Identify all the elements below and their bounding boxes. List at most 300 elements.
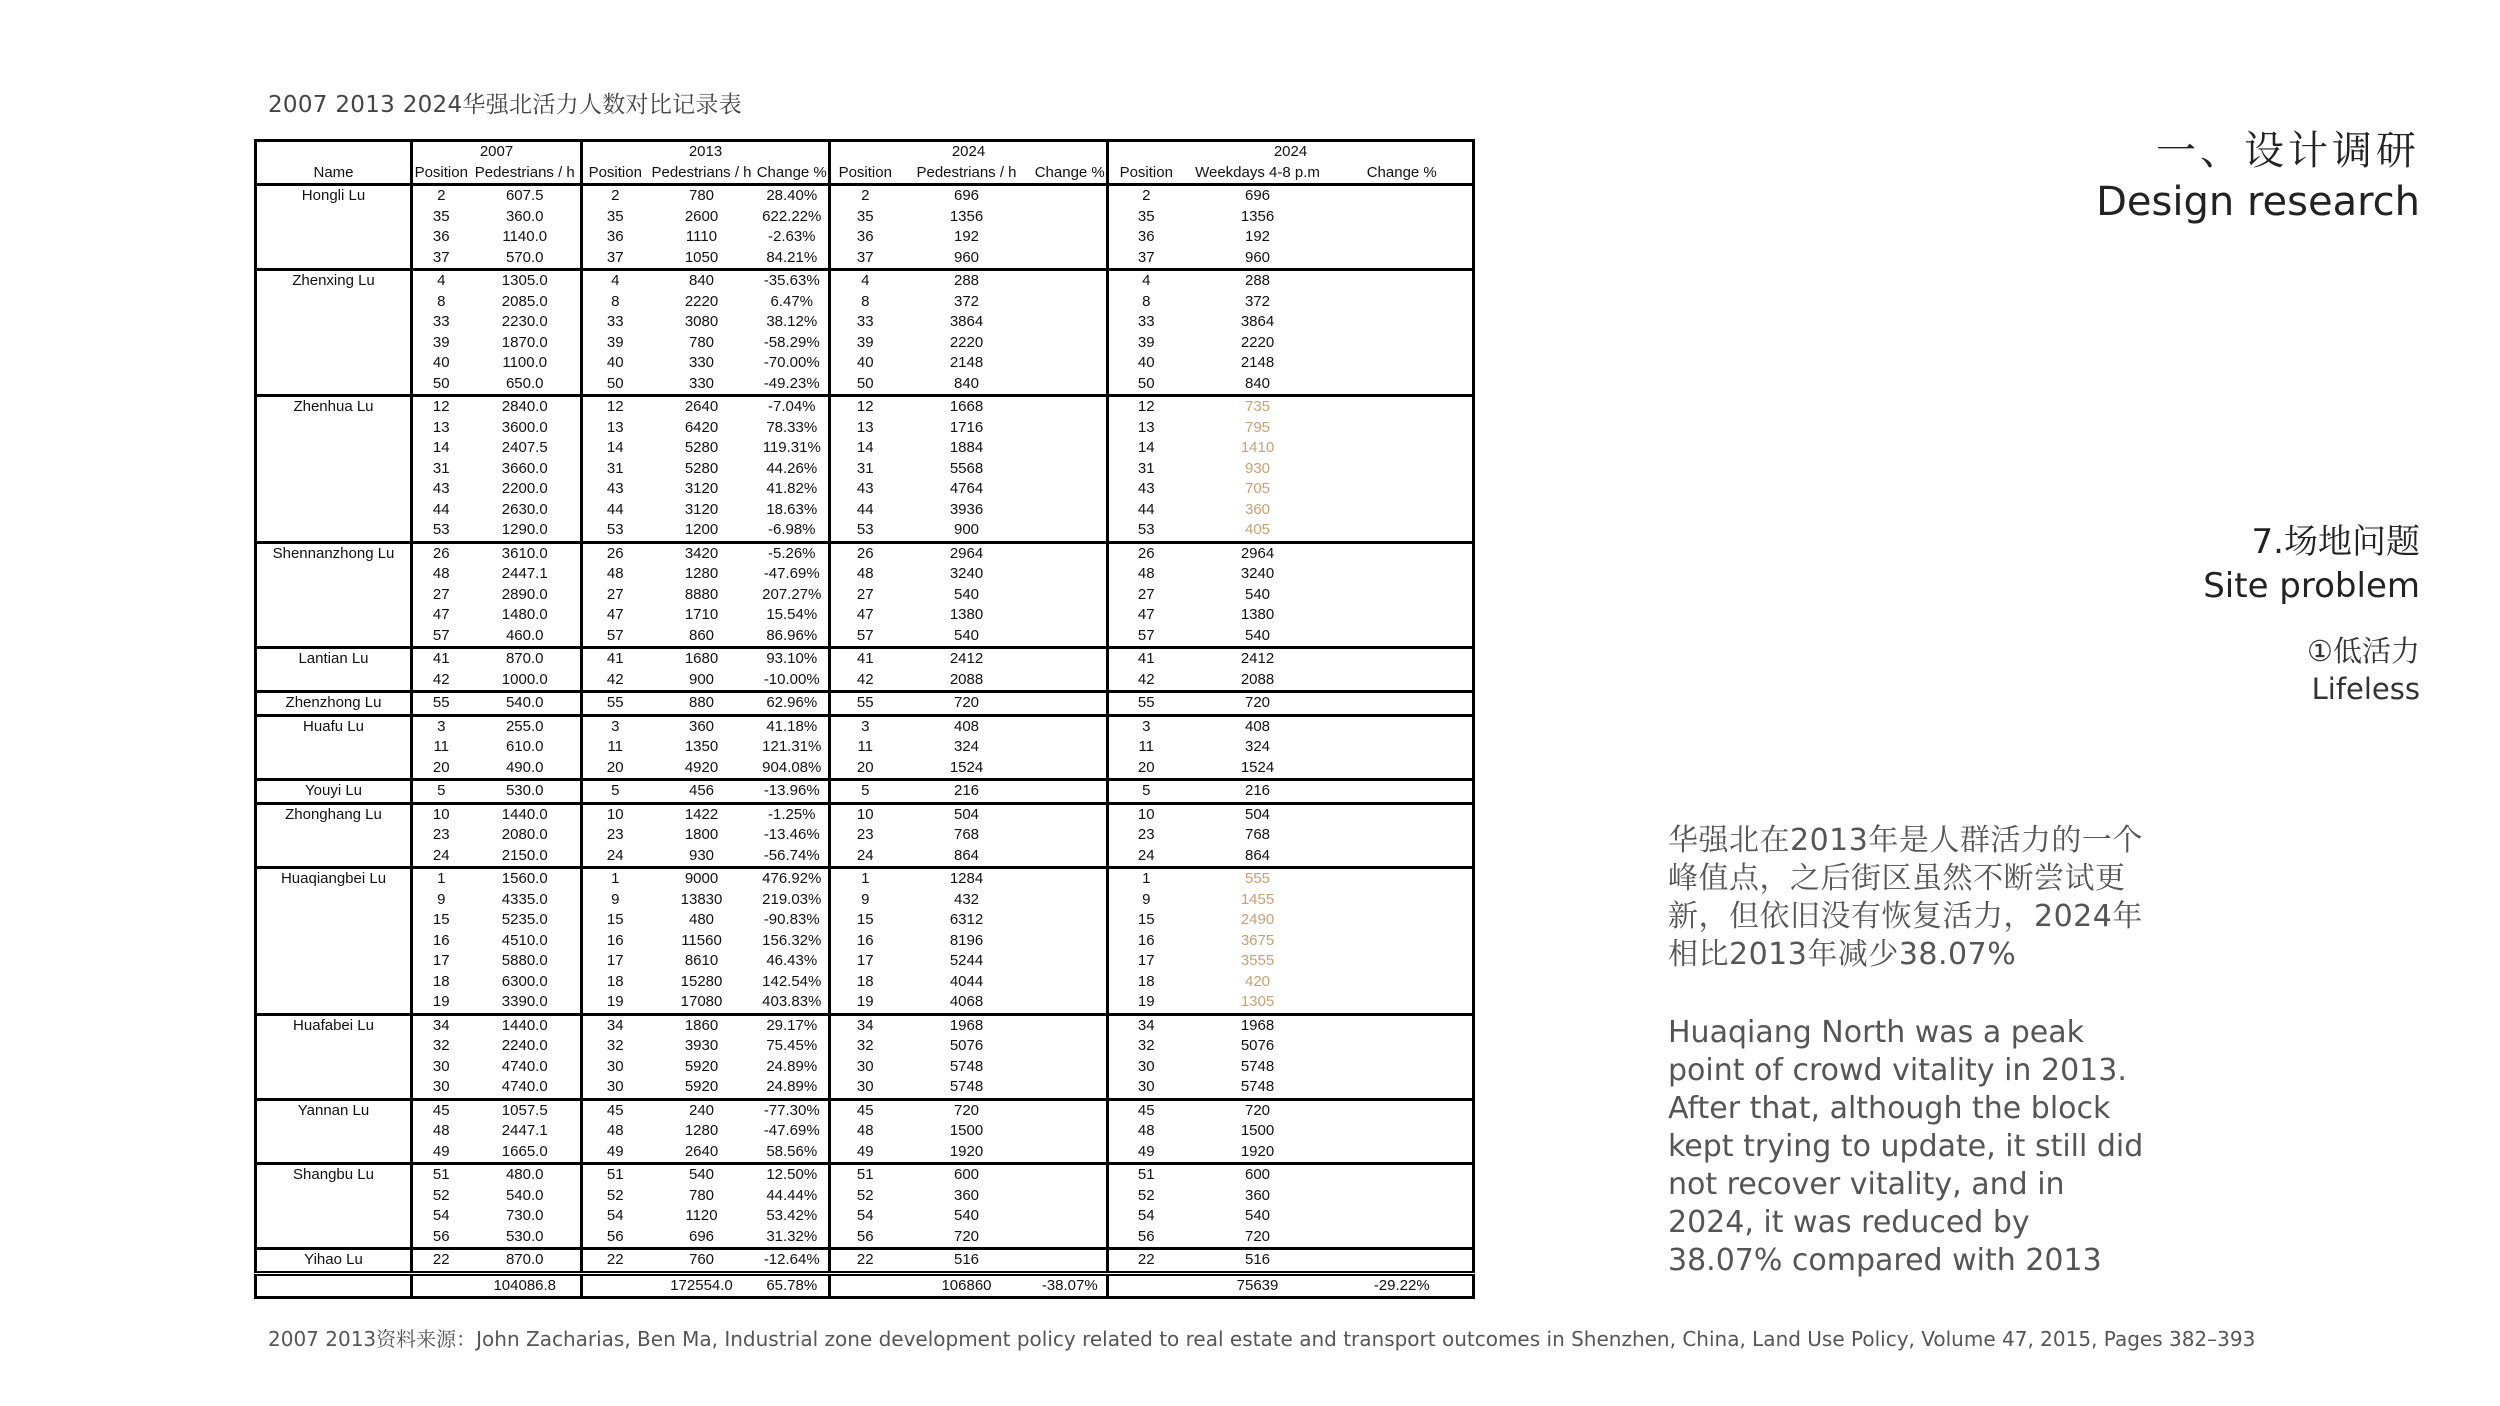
position-2013-cell: 22 [582, 1249, 648, 1274]
header-spacer [256, 141, 412, 163]
position-2024-weekday-cell: 43 [1108, 479, 1184, 500]
change-2024-cell [1034, 353, 1108, 374]
position-2024-weekday-cell: 24 [1108, 846, 1184, 868]
change-2024-cell [1034, 312, 1108, 333]
pedestrians-2024-cell: 720 [900, 692, 1034, 716]
pedestrians-2007-cell: 530.0 [470, 780, 582, 804]
table-row [256, 737, 1474, 758]
position-2013-cell: 10 [582, 803, 648, 825]
pedestrians-2007-cell: 490.0 [505, 758, 544, 776]
change-2024-cell [1034, 1164, 1108, 1186]
position-2024-cell: 49 [830, 1142, 900, 1164]
position-2013-cell: 26 [582, 542, 648, 564]
pedestrians-2007-cell: 610.0 [505, 738, 544, 756]
position-2024-cell: 17 [830, 951, 900, 972]
pedestrians-2024-cell: 1284 [900, 868, 1034, 890]
table-title: 2007 2013 2024华强北活力人数对比记录表 [268, 92, 743, 118]
position-2007-cell: 5 [412, 780, 470, 804]
table-row [256, 910, 1474, 931]
pedestrians-2024-cell: 600 [900, 1164, 1034, 1186]
table-row [256, 520, 1474, 542]
pedestrians-2007-cell: 2150.0 [501, 846, 548, 864]
position-2024-cell: 44 [830, 500, 900, 521]
pedestrians-2013-cell: 2640 [648, 396, 756, 418]
change-2024-cell [1034, 185, 1108, 207]
pedestrians-2013-cell: 456 [648, 780, 756, 804]
table-row [256, 825, 1474, 846]
weekday-2024-cell: 960 [1244, 248, 1271, 266]
pedestrians-2013-cell: 15280 [680, 972, 723, 990]
change-2013-cell: 15.54% [766, 606, 818, 624]
table-row [256, 1121, 1474, 1142]
change-2024-cell [1034, 207, 1108, 228]
change-weekday-2024-cell [1332, 1249, 1474, 1274]
change-weekday-2024-cell [1332, 803, 1474, 825]
change-2013-cell: 219.03% [762, 890, 822, 908]
street-name-cell: Huaqiangbei Lu [256, 868, 412, 1015]
position-2007-cell: 50 [412, 374, 470, 396]
pedestrians-2007-cell: 1440.0 [470, 803, 582, 825]
table-row [256, 396, 1474, 418]
weekday-2024-cell: 5748 [1240, 1078, 1275, 1096]
position-2024-weekday-cell: 45 [1108, 1099, 1184, 1121]
column-header: Position [830, 163, 900, 185]
change-2013-cell: 93.10% [756, 648, 830, 670]
table-row [256, 564, 1474, 585]
pedestrians-2013-cell: 3120 [684, 480, 719, 498]
position-2024-weekday-cell: 48 [1108, 1121, 1184, 1142]
position-2013-cell: 13 [582, 418, 648, 439]
change-2013-cell: -58.29% [763, 333, 820, 351]
change-2013-cell: 207.27% [762, 585, 822, 603]
table-row [256, 374, 1474, 396]
weekday-2024-cell: 2088 [1240, 670, 1275, 688]
change-2013-cell: -70.00% [763, 354, 820, 372]
position-2007-cell: 41 [412, 648, 470, 670]
change-weekday-2024-cell [1332, 438, 1474, 459]
position-2007-cell: 2 [412, 185, 470, 207]
position-2007-cell: 42 [412, 670, 470, 692]
table-row [256, 868, 1474, 890]
column-header: Position [412, 163, 470, 185]
change-weekday-2024-cell [1332, 648, 1474, 670]
weekday-2024-cell: 372 [1244, 292, 1271, 310]
pedestrians-2007-cell: 480.0 [470, 1164, 582, 1186]
position-2024-weekday-cell: 41 [1108, 648, 1184, 670]
change-2013-cell: 53.42% [766, 1207, 818, 1225]
change-2013-cell: -90.83% [763, 911, 820, 929]
change-2024-cell [1034, 1099, 1108, 1121]
position-2007-cell: 53 [412, 520, 470, 542]
position-2024-weekday-cell: 51 [1108, 1164, 1184, 1186]
table-row [256, 185, 1474, 207]
change-2013-cell: 31.32% [766, 1227, 818, 1245]
position-2007-cell: 9 [412, 890, 470, 911]
position-2007-cell: 30 [412, 1057, 470, 1078]
pedestrians-2024-cell: 432 [953, 890, 980, 908]
change-weekday-2024-cell [1332, 542, 1474, 564]
position-2024-weekday-cell: 56 [1108, 1227, 1184, 1249]
pedestrians-2007-cell: 1440.0 [470, 1014, 582, 1036]
position-2024-weekday-cell: 55 [1108, 692, 1184, 716]
weekday-2024-cell: 540 [1244, 585, 1271, 603]
position-2024-cell: 3 [830, 715, 900, 737]
pedestrians-2007-cell: 2080.0 [501, 826, 548, 844]
weekday-2024-cell: 720 [1184, 692, 1332, 716]
total-change-2013: 65.78% [756, 1273, 830, 1298]
position-2024-weekday-cell: 48 [1108, 564, 1184, 585]
pedestrians-2007-cell: 460.0 [505, 626, 544, 644]
pedestrians-2024-cell: 1968 [900, 1014, 1034, 1036]
weekday-2024-cell: 1305 [1240, 993, 1275, 1011]
position-2024-weekday-cell: 2 [1108, 185, 1184, 207]
table-row [256, 438, 1474, 459]
weekday-2024-cell: 5076 [1240, 1037, 1275, 1055]
pedestrians-2007-cell: 2230.0 [501, 313, 548, 331]
position-2013-cell: 1 [582, 868, 648, 890]
position-2024-weekday-cell: 53 [1108, 520, 1184, 542]
position-2024-cell: 32 [830, 1036, 900, 1057]
position-2024-cell: 5 [830, 780, 900, 804]
change-weekday-2024-cell [1332, 585, 1474, 606]
position-2024-cell: 43 [830, 479, 900, 500]
section-title-en: Design research [2096, 179, 2420, 225]
position-2013-cell: 44 [582, 500, 648, 521]
position-2024-weekday-cell: 14 [1108, 438, 1184, 459]
pedestrians-2007-cell: 530.0 [505, 1227, 544, 1245]
weekday-2024-cell: 720 [1184, 1099, 1332, 1121]
position-2007-cell: 54 [412, 1206, 470, 1227]
change-weekday-2024-cell [1332, 972, 1474, 993]
position-2013-cell: 39 [582, 333, 648, 354]
position-2013-cell: 11 [582, 737, 648, 758]
pedestrians-2024-cell: 516 [900, 1249, 1034, 1274]
change-weekday-2024-cell [1332, 520, 1474, 542]
position-2024-weekday-cell: 1 [1108, 868, 1184, 890]
position-2007-cell: 17 [412, 951, 470, 972]
position-2024-cell: 40 [830, 353, 900, 374]
change-weekday-2024-cell [1332, 479, 1474, 500]
position-2013-cell: 8 [582, 292, 648, 313]
position-2024-cell: 19 [830, 992, 900, 1014]
position-2024-weekday-cell: 54 [1108, 1206, 1184, 1227]
pedestrians-2013-cell: 8610 [684, 952, 719, 970]
totals-row [256, 1273, 1474, 1298]
pedestrians-2013-cell: 540 [648, 1164, 756, 1186]
weekday-2024-cell: 1524 [1240, 758, 1275, 776]
change-2013-cell: 41.82% [766, 480, 818, 498]
pedestrians-2024-cell: 768 [953, 826, 980, 844]
change-weekday-2024-cell [1332, 1057, 1474, 1078]
year-header-2013: 2013 [582, 141, 830, 163]
weekday-2024-cell: 5748 [1240, 1057, 1275, 1075]
position-2007-cell: 37 [412, 248, 470, 270]
change-2013-cell: 41.18% [756, 715, 830, 737]
change-2024-cell [1034, 1227, 1108, 1249]
weekday-2024-cell: 360 [1244, 1186, 1271, 1204]
position-2007-cell: 49 [412, 1142, 470, 1164]
change-weekday-2024-cell [1332, 1164, 1474, 1186]
table-row [256, 972, 1474, 993]
table-row [256, 931, 1474, 952]
change-2013-cell: 622.22% [762, 207, 822, 225]
pedestrians-2013-cell: 1800 [684, 826, 719, 844]
position-2024-weekday-cell: 13 [1108, 418, 1184, 439]
change-weekday-2024-cell [1332, 500, 1474, 521]
pedestrians-2024-cell: 5748 [949, 1078, 984, 1096]
position-2024-cell: 35 [830, 207, 900, 228]
change-2024-cell [1034, 1057, 1108, 1078]
pedestrians-2024-cell: 2088 [949, 670, 984, 688]
table-row [256, 418, 1474, 439]
pedestrians-2013-cell: 760 [648, 1249, 756, 1274]
pedestrians-2007-cell: 2407.5 [501, 439, 548, 457]
change-2024-cell [1034, 626, 1108, 648]
position-2024-cell: 39 [830, 333, 900, 354]
column-header: Change % [1034, 163, 1108, 185]
position-2024-cell: 42 [830, 670, 900, 692]
change-2024-cell [1034, 500, 1108, 521]
total-weekday-2024: 75639 [1184, 1273, 1332, 1298]
pedestrians-2013-cell: 6420 [684, 418, 719, 436]
change-2013-cell: -6.98% [767, 521, 816, 539]
position-2013-cell: 49 [582, 1142, 648, 1164]
position-2013-cell: 19 [582, 992, 648, 1014]
position-2007-cell: 26 [412, 542, 470, 564]
table-row [256, 1036, 1474, 1057]
change-2013-cell: -7.04% [756, 396, 830, 418]
position-2024-weekday-cell: 4 [1108, 270, 1184, 292]
pedestrians-2013-cell: 8880 [684, 585, 719, 603]
table-row [256, 207, 1474, 228]
table-row [256, 803, 1474, 825]
position-2013-cell: 35 [582, 207, 648, 228]
change-weekday-2024-cell [1332, 207, 1474, 228]
change-2024-cell [1034, 438, 1108, 459]
weekday-2024-cell: 3555 [1240, 952, 1275, 970]
pedestrians-2024-cell: 1380 [949, 606, 984, 624]
change-2013-cell: -2.63% [767, 228, 816, 246]
weekday-2024-cell: 516 [1184, 1249, 1332, 1274]
pedestrians-2024-cell: 2220 [949, 333, 984, 351]
position-2007-cell: 45 [412, 1099, 470, 1121]
pedestrians-2013-cell: 880 [648, 692, 756, 716]
position-2024-weekday-cell: 8 [1108, 292, 1184, 313]
position-2007-cell: 48 [412, 564, 470, 585]
pedestrians-2013-cell: 5280 [684, 459, 719, 477]
position-2013-cell: 53 [582, 520, 648, 542]
change-2024-cell [1034, 931, 1108, 952]
weekday-2024-cell: 1380 [1240, 606, 1275, 624]
change-2024-cell [1034, 292, 1108, 313]
position-2013-cell: 20 [582, 758, 648, 780]
position-2007-cell: 36 [412, 227, 470, 248]
pedestrians-2024-cell: 288 [900, 270, 1034, 292]
position-2007-cell: 12 [412, 396, 470, 418]
change-weekday-2024-cell [1332, 418, 1474, 439]
change-2024-cell [1034, 248, 1108, 270]
position-2024-cell: 34 [830, 1014, 900, 1036]
year-header-2024: 2024 [830, 141, 1108, 163]
pedestrians-2007-cell: 1290.0 [501, 521, 548, 539]
position-2024-weekday-cell: 10 [1108, 803, 1184, 825]
table-row [256, 1227, 1474, 1249]
position-2024-weekday-cell: 23 [1108, 825, 1184, 846]
change-2024-cell [1034, 1142, 1108, 1164]
street-name-cell: Shangbu Lu [256, 1164, 412, 1249]
pedestrians-2013-cell: 696 [688, 1227, 715, 1245]
pedestrians-2024-cell: 1920 [949, 1142, 984, 1160]
position-2024-weekday-cell: 5 [1108, 780, 1184, 804]
change-2024-cell [1034, 972, 1108, 993]
pedestrians-2007-cell: 870.0 [470, 648, 582, 670]
table-row [256, 270, 1474, 292]
position-2024-cell: 24 [830, 846, 900, 868]
position-2024-weekday-cell: 16 [1108, 931, 1184, 952]
pedestrians-2013-cell: 1350 [684, 738, 719, 756]
position-2007-cell: 48 [412, 1121, 470, 1142]
position-2007-cell: 14 [412, 438, 470, 459]
table-row [256, 292, 1474, 313]
change-2024-cell [1034, 846, 1108, 868]
position-2024-cell: 22 [830, 1249, 900, 1274]
section-title-cn: 一、设计调研 [2156, 128, 2420, 174]
pedestrians-2013-cell: 1120 [685, 1207, 718, 1225]
change-2013-cell: -47.69% [763, 1122, 820, 1140]
change-weekday-2024-cell [1332, 846, 1474, 868]
street-name-cell: Zhenhua Lu [256, 396, 412, 543]
total-2013: 172554.0 [648, 1273, 756, 1298]
street-name-cell: Huafabei Lu [256, 1014, 412, 1099]
change-weekday-2024-cell [1332, 626, 1474, 648]
street-name-cell: Huafu Lu [256, 715, 412, 780]
position-2013-cell: 23 [582, 825, 648, 846]
position-2024-cell: 48 [830, 564, 900, 585]
change-2013-cell: -13.46% [763, 826, 820, 844]
pedestrians-2013-cell: 3120 [684, 500, 719, 518]
change-2024-cell [1034, 1014, 1108, 1036]
pedestrians-2024-cell: 2964 [900, 542, 1034, 564]
position-2007-cell: 4 [412, 270, 470, 292]
position-2007-cell: 35 [412, 207, 470, 228]
position-2013-cell: 37 [582, 248, 648, 270]
position-2007-cell: 18 [412, 972, 470, 993]
issue-title-en: Lifeless [2311, 672, 2420, 706]
table-row [256, 626, 1474, 648]
change-2013-cell: 58.56% [766, 1142, 818, 1160]
position-2013-cell: 57 [582, 626, 648, 648]
position-2013-cell: 14 [582, 438, 648, 459]
column-header: Position [582, 163, 648, 185]
pedestrians-2013-cell: 930 [688, 846, 715, 864]
pedestrians-2024-cell: 1500 [949, 1122, 984, 1140]
pedestrians-2007-cell: 2890.0 [501, 585, 548, 603]
pedestrians-2024-cell: 8196 [949, 931, 984, 949]
position-2024-weekday-cell: 35 [1108, 207, 1184, 228]
change-weekday-2024-cell [1332, 1227, 1474, 1249]
pedestrian-data-table [254, 139, 1475, 1299]
position-2024-weekday-cell: 47 [1108, 605, 1184, 626]
weekday-2024-cell: 324 [1244, 738, 1271, 756]
column-header: Pedestrians / h [900, 163, 1034, 185]
pedestrians-2013-cell: 1200 [684, 521, 719, 539]
table-row [256, 1077, 1474, 1099]
change-2024-cell [1034, 1186, 1108, 1207]
change-2024-cell [1034, 520, 1108, 542]
change-weekday-2024-cell [1332, 670, 1474, 692]
position-2024-weekday-cell: 37 [1108, 248, 1184, 270]
change-2024-cell [1034, 780, 1108, 804]
year-header-2007: 2007 [412, 141, 582, 163]
column-header: Pedestrians / h [470, 163, 582, 185]
position-2013-cell: 45 [582, 1099, 648, 1121]
pedestrians-2007-cell: 2447.1 [501, 1122, 548, 1140]
change-2013-cell: 24.89% [766, 1078, 818, 1096]
weekday-2024-cell: 3675 [1240, 931, 1275, 949]
position-2024-cell: 27 [830, 585, 900, 606]
pedestrians-2013-cell: 900 [688, 670, 715, 688]
issue-title-cn: ①低活力 [2307, 634, 2420, 668]
weekday-2024-cell: 2412 [1184, 648, 1332, 670]
position-2024-weekday-cell: 33 [1108, 312, 1184, 333]
change-weekday-2024-cell [1332, 185, 1474, 207]
position-2007-cell: 19 [412, 992, 470, 1014]
pedestrians-2007-cell: 2085.0 [501, 292, 548, 310]
change-weekday-2024-cell [1332, 1014, 1474, 1036]
pedestrians-2013-cell: 5280 [684, 439, 719, 457]
position-2024-cell: 31 [830, 459, 900, 480]
change-2024-cell [1034, 459, 1108, 480]
pedestrians-2007-cell: 3390.0 [501, 993, 548, 1011]
position-2007-cell: 33 [412, 312, 470, 333]
change-weekday-2024-cell [1332, 564, 1474, 585]
change-2013-cell: 18.63% [766, 500, 818, 518]
pedestrians-2007-cell: 540.0 [470, 692, 582, 716]
weekday-2024-cell: 720 [1244, 1227, 1271, 1245]
table-row [256, 605, 1474, 626]
position-2024-weekday-cell: 15 [1108, 910, 1184, 931]
change-2024-cell [1034, 1121, 1108, 1142]
position-2007-cell: 16 [412, 931, 470, 952]
change-2024-cell [1034, 715, 1108, 737]
street-name-cell: Zhenxing Lu [256, 270, 412, 396]
change-2024-cell [1034, 992, 1108, 1014]
pedestrians-2007-cell: 5880.0 [501, 952, 548, 970]
weekday-2024-cell: 216 [1184, 780, 1332, 804]
change-2013-cell: -13.96% [756, 780, 830, 804]
change-weekday-2024-cell [1332, 270, 1474, 292]
table-row [256, 1099, 1474, 1121]
pedestrians-2013-cell: 5920 [684, 1078, 719, 1096]
change-2024-cell [1034, 670, 1108, 692]
table-row [256, 1249, 1474, 1274]
weekday-2024-cell: 1500 [1240, 1122, 1275, 1140]
position-2024-weekday-cell: 31 [1108, 459, 1184, 480]
position-2024-cell: 48 [830, 1121, 900, 1142]
change-2013-cell: -77.30% [756, 1099, 830, 1121]
pedestrians-2024-cell: 2412 [900, 648, 1034, 670]
change-2024-cell [1034, 825, 1108, 846]
pedestrians-2024-cell: 360 [953, 1186, 980, 1204]
change-weekday-2024-cell [1332, 910, 1474, 931]
position-2024-weekday-cell: 39 [1108, 333, 1184, 354]
pedestrians-2013-cell: 1050 [684, 248, 719, 266]
pedestrians-2024-cell: 4044 [949, 972, 984, 990]
position-2013-cell: 4 [582, 270, 648, 292]
change-2013-cell: 28.40% [766, 187, 818, 205]
position-2024-weekday-cell: 11 [1108, 737, 1184, 758]
change-weekday-2024-cell [1332, 1121, 1474, 1142]
